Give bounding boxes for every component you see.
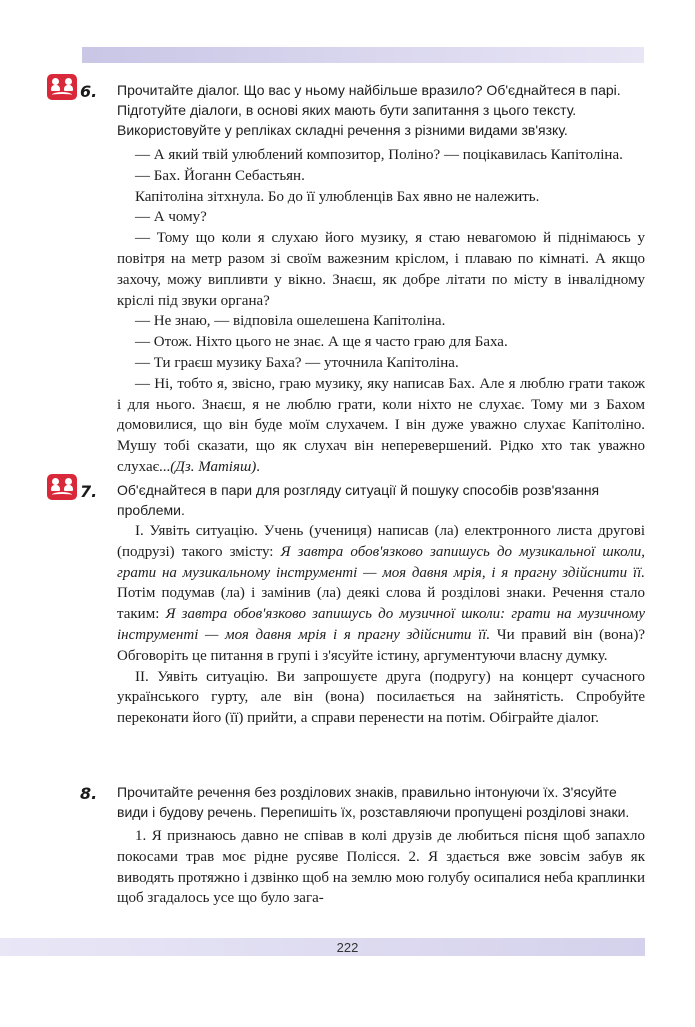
header-band: [82, 47, 644, 63]
dialog-line: Капітоліна зітхнула. Бо до її улюбленців Бах явно не належить.: [135, 188, 540, 205]
dialog-line: — Бах. Йоганн Себастьян.: [135, 167, 305, 184]
quote: Я завтра обов'язково запишусь до музичної школи: грати на музичному інструменті — моя давня мрія і я прагну здійснити її.: [117, 606, 645, 643]
text-source-end: .: [256, 458, 261, 475]
quote: Я завтра обов'язково запишусь до музикальної школи, грати на музикальному інструменті — моя давня мрія, і я прагну здійснити її.: [117, 543, 646, 581]
page-number: 222: [336, 940, 359, 955]
situation-2: ІІ. Уявіть ситуацію. Ви запрошуєте друга (подругу) на концерт сучасного українського гурту, але він (вона) посилається на зайнятість. Спробуйте переконати його (її) прийти, а справи перенести на потім. Обіграйте діалог.: [117, 668, 645, 727]
dialog-line: — Отож. Ніхто цього не знає. А ще я часто граю для Баха.: [135, 334, 508, 351]
exercise-task: Об'єднайтеся в пари для розгляду ситуації й пошуку способів розв'язання проблеми.: [117, 482, 600, 518]
situation-1: І. Уявіть ситуацію. Учень (учениця) написав (ла) електронного листа другові (подрузі) такого змісту: Я завтра обов'язково запишусь до музикальної школи, грати на музикальному інструменті — моя давня мрія, і я прагну здійснити її. Потім подумав (ла) і замінив (ла) деякі слова й розділові знаки. Речення стало таким: Я завтра обов'язково запишусь до музичної школи: грати на музичному інструменті — моя давня мрія і я прагну здійснити її. Чи правий він (вона)? Обговоріть це питання в групі і з'ясуйте істину, аргументуючи власну думку.: [117, 523, 646, 664]
dialog-text: [117, 145, 645, 478]
exercise-task: Прочитайте речення без розділових знаків, правильно інтонуючи їх. З'ясуйте види і будову речень. Перепишіть їх, розставляючи пропущені розділові знаки.: [117, 784, 630, 820]
situations-text: [117, 521, 645, 729]
dialog-line: — А який твій улюблений композитор, Поліно? — поцікавилась Капітоліна.: [135, 147, 623, 163]
dialog-line: — Ти граєш музику Баха? — уточнила Капітоліна.: [135, 354, 459, 371]
exercise-number: 6.: [80, 82, 98, 101]
sentences-text: 1. Я признаюсь давно не співав в колі друзів де любиться пісня щоб запахло покосами трав моє рідне русяве Полісся. 2. Я здається вже зовсім забув як виводять протяжно і дзвінко щоб на землю мою голубу осипалися неба краплинки щоб згадалось усе що було зага-: [117, 828, 645, 907]
dialog-line-text: — Ні, тобто я, звісно, граю музику, яку написав Бах. Але я люблю грати також і для нього. Знаєш, я не люблю грати, коли ніхто не слухає. Тому ми з Бахом домовилися, що він буде моїм слухачем. І він дуже уважно слухає Капітоліно. Мушу тобі сказати, що як слухач він неперевершений. Рідко хто так уважно слухає...: [117, 375, 645, 475]
text-source: (Дз. Матіяш): [170, 458, 257, 475]
dialog-line: [117, 374, 645, 478]
exercise-number: 7.: [80, 482, 98, 501]
dialog-line: — А чому?: [135, 209, 207, 226]
dialog-line: — Не знаю, — відповіла ошелешена Капітоліна.: [135, 313, 446, 330]
dialog-line: — Тому що коли я слухаю його музику, я стаю невагомою й піднімаюсь у повітря на метр разом зі своїм важезним кріслом, і плаваю по кімнаті. А якщо захочу, можу випливти у вікно. Знаєш, як добре літати по місту в інвалідному кріслі під звуки органа?: [117, 230, 645, 309]
exercise-number: 8.: [80, 784, 98, 803]
pair-work-icon: [47, 474, 77, 500]
pair-work-icon: [47, 74, 77, 100]
exercise-task: Прочитайте діалог. Що вас у ньому найбільше вразило? Об'єднайтеся в парі. Підготуйте діалоги, в основі яких мають бути запитання з цього тексту. Використовуйте у репліках складні речення з різними видами зв'язку.: [117, 82, 621, 138]
